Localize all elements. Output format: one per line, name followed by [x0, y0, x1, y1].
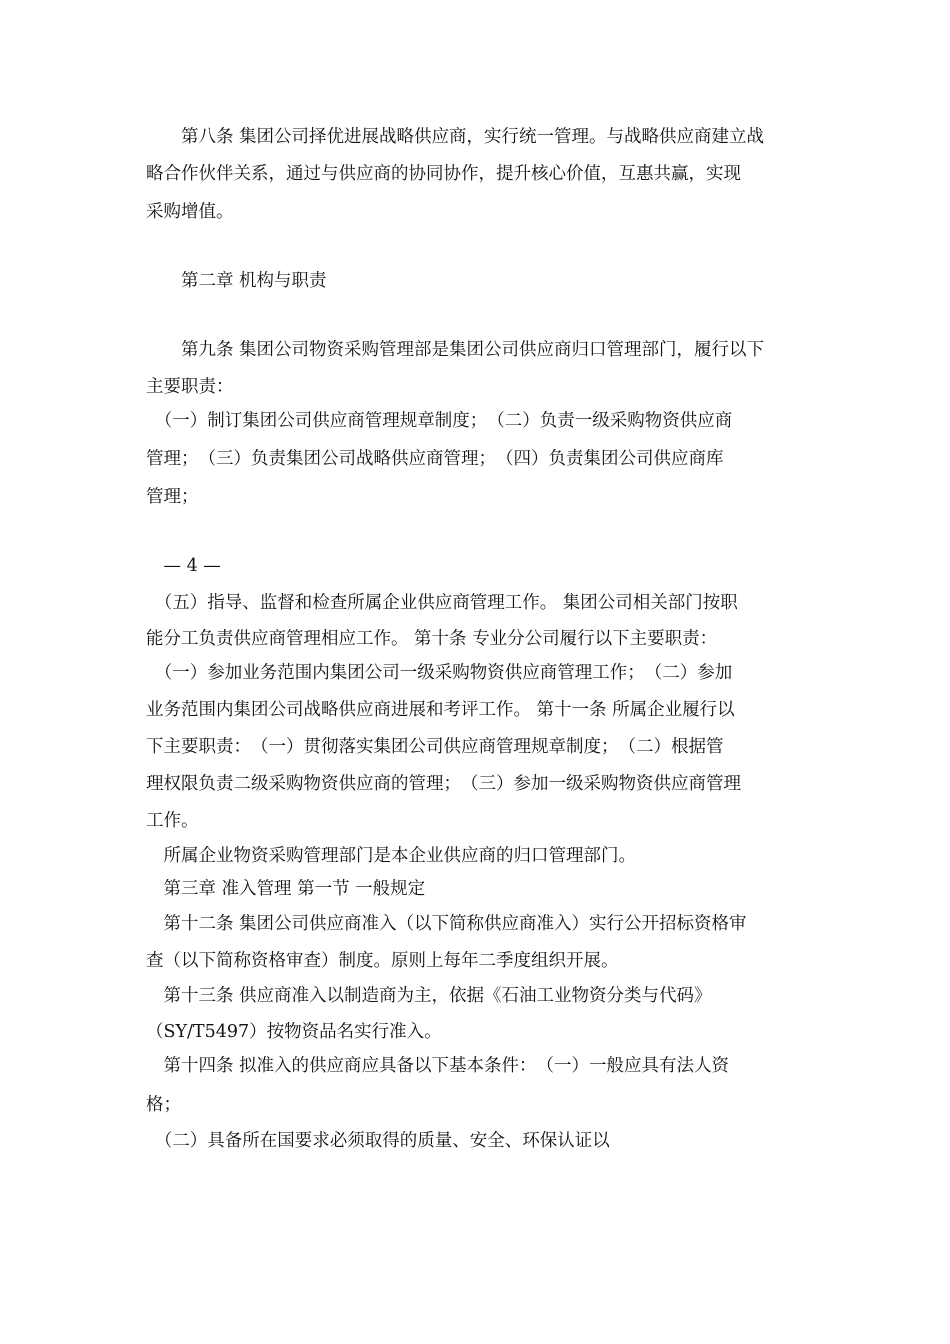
text-line: 第八条 集团公司择优进展战略供应商，实行统一管理。与战略供应商建立战 [146, 127, 765, 147]
text-line: 略合作伙伴关系，通过与供应商的协同协作，提升核心价值，互惠共赢，实现 [146, 164, 741, 184]
chapter-heading: 第三章 准入管理 第一节 一般规定 [146, 879, 426, 899]
text-line: 第十四条 拟准入的供应商应具备以下基本条件： （一）一般应具有法人资 [146, 1056, 730, 1076]
text-line: 管理； [146, 487, 199, 507]
text-line: 理权限负责二级采购物资供应商的管理； （三）参加一级采购物资供应商管理 [146, 774, 741, 794]
text-line: （一）参加业务范围内集团公司一级采购物资供应商管理工作； （二）参加 [146, 663, 733, 683]
text-line: 第十三条 供应商准入以制造商为主，依据《石油工业物资分类与代码》 [146, 986, 712, 1006]
text-line: 下主要职责： （一）贯彻落实集团公司供应商管理规章制度； （二）根据管 [146, 737, 724, 757]
text-line: 查（以下简称资格审查）制度。原则上每年二季度组织开展。 [146, 951, 619, 971]
text-line: 所属企业物资采购管理部门是本企业供应商的归口管理部门。 [146, 846, 636, 866]
text-line: 第十二条 集团公司供应商准入（以下简称供应商准入）实行公开招标资格审 [146, 914, 747, 934]
chapter-heading: 第二章 机构与职责 [146, 271, 327, 291]
text-line: （一）制订集团公司供应商管理规章制度； （二）负责一级采购物资供应商 [146, 411, 733, 431]
text-line: 业务范围内集团公司战略供应商进展和考评工作。 第十一条 所属企业履行以 [146, 700, 735, 720]
text-line: （五）指导、监督和检查所属企业供应商管理工作。 集团公司相关部门按职 [146, 593, 738, 613]
text-line: 第九条 集团公司物资采购管理部是集团公司供应商归口管理部门，履行以下 [146, 340, 765, 360]
page-number: — 4 — [146, 556, 221, 576]
text-line: 主要职责： [146, 377, 234, 397]
text-line: （二）具备所在国要求必须取得的质量、安全、环保认证以 [146, 1131, 610, 1151]
text-line: 工作。 [146, 811, 199, 831]
text-line: 采购增值。 [146, 202, 234, 222]
text-line: 管理； （三）负责集团公司战略供应商管理； （四）负责集团公司供应商库 [146, 449, 724, 469]
text-line: 格； [146, 1095, 181, 1115]
text-line: 能分工负责供应商管理相应工作。 第十条 专业分公司履行以下主要职责： [146, 629, 718, 649]
text-line: （SY/T5497）按物资品名实行准入。 [146, 1022, 442, 1042]
